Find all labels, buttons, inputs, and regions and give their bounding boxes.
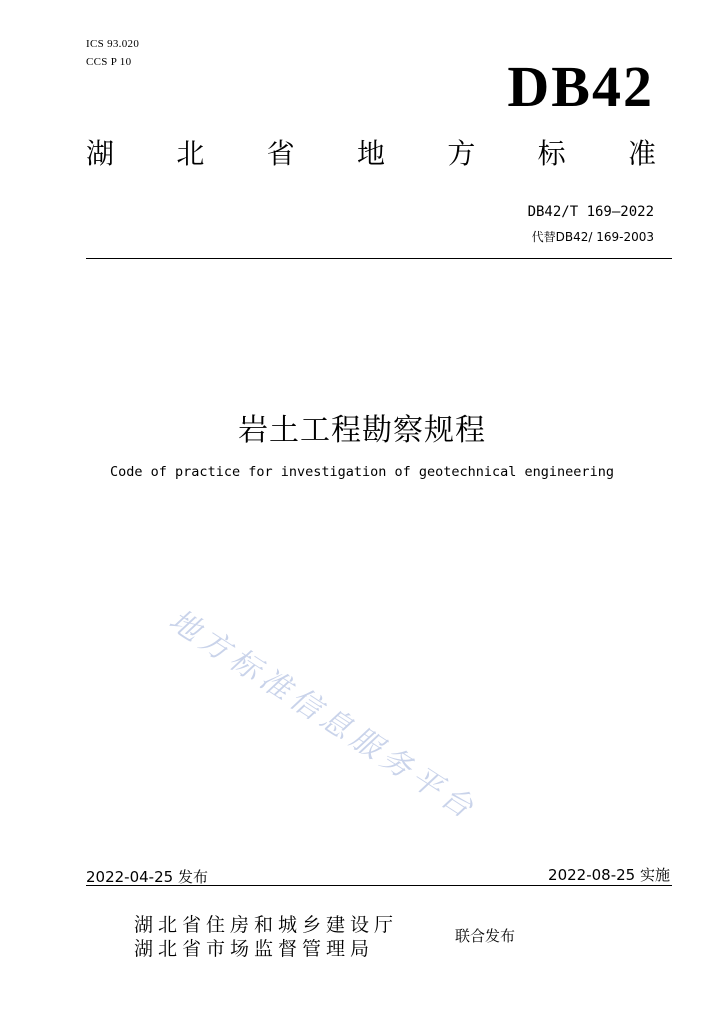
implementation-date: 2022-08-25 实施 [548,866,670,884]
db-logo: DB42 [507,54,654,119]
issuer-market-regulation-bureau: 湖北省市场监督管理局 [134,938,375,960]
document-title-chinese: 岩土工程勘察规程 [238,413,486,448]
ccs-code: CCS P 10 [86,56,132,68]
header-divider [86,258,672,259]
replaces-standard: 代替DB42/ 169-2003 [531,230,654,244]
document-title-english: Code of practice for investigation of geotechnical engineering [110,464,614,480]
standard-type-char: 湖 [86,137,115,170]
standard-type-char: 北 [176,137,205,170]
standard-type-char: 准 [627,137,656,170]
standard-type [86,137,656,170]
watermark: 地方标准信息服务平台 [162,602,484,829]
issuer-housing-department: 湖北省住房和城乡建设厅 [134,914,399,936]
standard-number: DB42/T 169—2022 [527,204,654,220]
issue-date: 2022-04-25 发布 [86,868,208,886]
standard-type-char: 省 [266,137,295,170]
standard-type-char: 地 [356,137,385,170]
standard-type-char: 方 [447,137,476,170]
ics-code: ICS 93.020 [86,38,140,50]
joint-issue-label: 联合发布 [455,927,516,945]
footer-divider [86,885,672,886]
standard-type-char: 标 [537,137,566,170]
